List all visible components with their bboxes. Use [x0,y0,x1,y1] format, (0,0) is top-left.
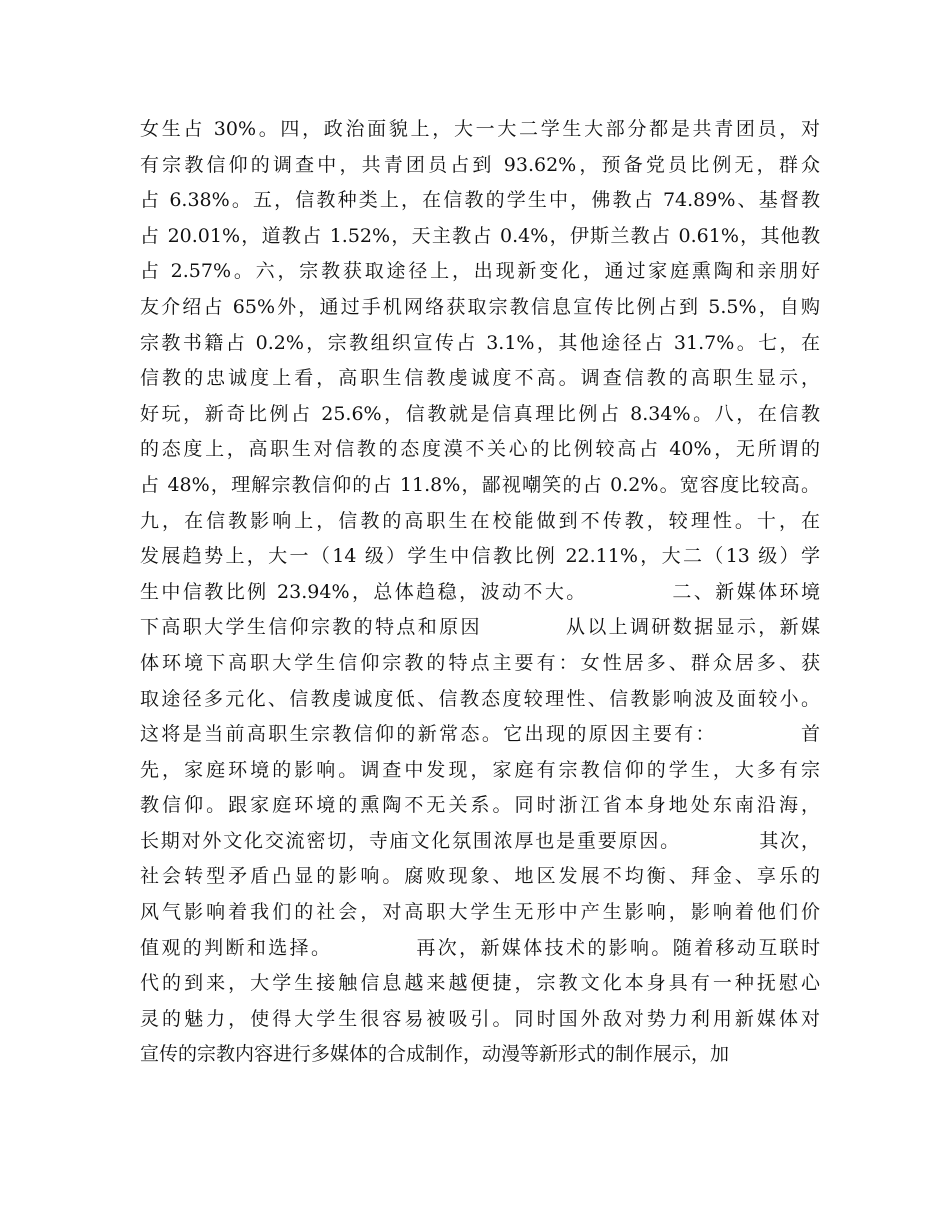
text-line: 值观的判断和选择。 再次，新媒体技术的影响。随着移动互联时 [140,936,820,959]
text-line: 好玩，新奇比例占 25.6%，信教就是信真理比例占 8.34%。八，在信教 [140,402,820,425]
text-line: 占 20.01%，道教占 1.52%，天主教占 0.4%，伊斯兰教占 0.61%，其他教 [140,224,820,247]
body-text [140,112,820,1073]
text-line: 宗教书籍占 0.2%，宗教组织宣传占 3.1%，其他途径占 31.7%。七，在 [140,331,820,354]
text-line: 先，家庭环境的影响。调查中发现，家庭有宗教信仰的学生，大多有宗 [140,758,820,781]
text-line: 友介绍占 65%外，通过手机网络获取宗教信息宣传比例占到 5.5%，自购 [140,295,820,318]
text-line: 代的到来，大学生接触信息越来越便捷，宗教文化本身具有一种抚慰心 [140,972,820,995]
text-line: 长期对外文化交流密切，寺庙文化氛围浓厚也是重要原因。 其次， [140,829,820,852]
text-line: 信教的忠诚度上看，高职生信教虔诚度不高。调查信教的高职生显示， [140,367,820,390]
text-line: 有宗教信仰的调查中，共青团员占到 93.62%，预备党员比例无，群众 [140,153,820,176]
text-line: 的态度上，高职生对信教的态度漠不关心的比例较高占 40%，无所谓的 [140,438,820,461]
text-line: 取途径多元化、信教虔诚度低、信教态度较理性、信教影响波及面较小。 [140,687,820,710]
text-line: 生中信教比例 23.94%，总体趋稳，波动不大。 二、新媒体环境 [140,580,820,603]
text-line: 体环境下高职大学生信仰宗教的特点主要有：女性居多、群众居多、获 [140,651,820,674]
text-line: 女生占 30%。四，政治面貌上，大一大二学生大部分都是共青团员，对 [140,118,820,140]
text-line: 下高职大学生信仰宗教的特点和原因 从以上调研数据显示，新媒 [140,616,820,639]
text-line: 占 2.57%。六，宗教获取途径上，出现新变化，通过家庭熏陶和亲朋好 [140,260,820,283]
text-line: 发展趋势上，大一（14 级）学生中信教比例 22.11%，大二（13 级）学 [140,545,820,568]
text-line: 宣传的宗教内容进行多媒体的合成制作，动漫等新形式的制作展示，加 [140,1043,730,1066]
text-line: 占 6.38%。五，信教种类上，在信教的学生中，佛教占 74.89%、基督教 [140,189,820,212]
text-line: 社会转型矛盾凸显的影响。腐败现象、地区发展不均衡、拜金、享乐的 [140,865,820,888]
text-line: 九，在信教影响上，信教的高职生在校能做到不传教，较理性。十，在 [140,509,820,532]
text-line: 灵的魅力，使得大学生很容易被吸引。同时国外敌对势力利用新媒体对 [140,1007,820,1030]
text-line: 这将是当前高职生宗教信仰的新常态。它出现的原因主要有： 首 [140,723,820,746]
text-line: 风气影响着我们的社会，对高职大学生无形中产生影响，影响着他们价 [140,901,820,924]
text-line: 教信仰。跟家庭环境的熏陶不无关系。同时浙江省本身地处东南沿海， [140,794,820,817]
text-line: 占 48%，理解宗教信仰的占 11.8%，鄙视嘲笑的占 0.2%。宽容度比较高。 [140,473,820,496]
